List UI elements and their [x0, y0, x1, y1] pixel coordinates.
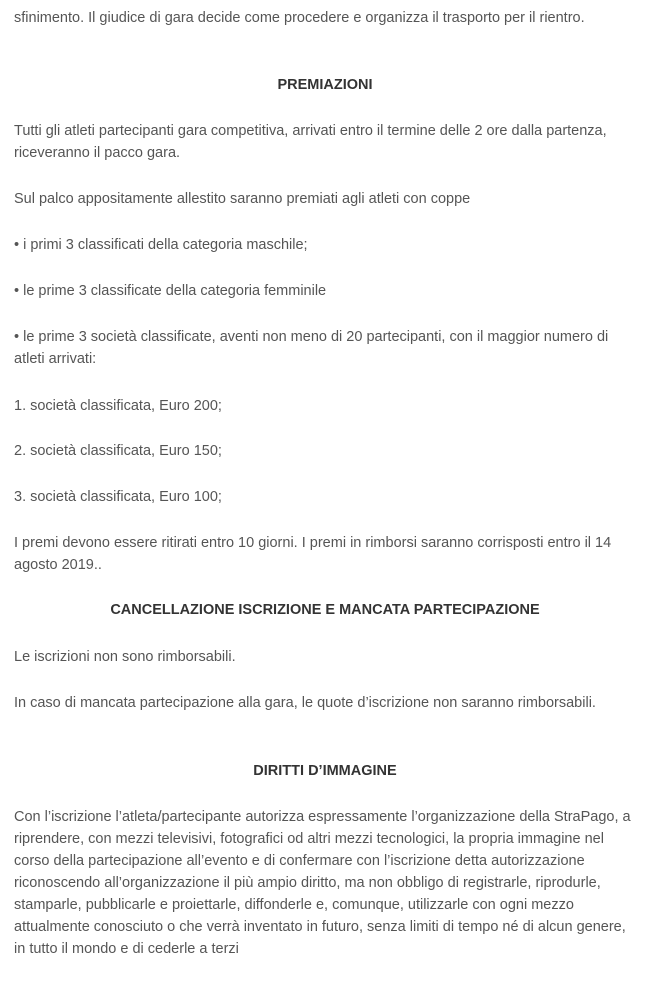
premiazioni-heading: PREMIAZIONI [277, 77, 373, 93]
intro-tail-paragraph: sfinimento. Il giudice di gara decide come procedere e organizza il trasporto per il rientro. [14, 10, 585, 26]
premiazioni-paragraph-3: I premi devono essere ritirati entro 10 giorni. I premi in rimborsi saranno corrisposti entro il 14 agosto 2019.. [14, 535, 612, 573]
diritti-paragraph-1: Con l’iscrizione l’atleta/partecipante autorizza espressamente l’organizzazione della StraPago, a riprendere, con mezzi televisivi, fotografici od altri mezzi tecnologici, la propria immagine nel corso della partecipazione all’evento e di confermare con l’iscrizione detta autorizzazione riconoscendo all’organizzazione il più ampio diritto, ma non obbligo di registrarle, riprodurle, stamparle, pubblicarle e proiettarle, diffonderle e, comunque, utilizzarle con ogni mezzo attualmente conosciuto o che verrà inventato in futuro, senza limiti di tempo né di alcun genere, in tutto il mondo e di cederle a terzi [14, 809, 631, 957]
premiazioni-bullet-3: • le prime 3 società classificate, aventi non meno di 20 partecipanti, con il maggior numero di atleti arrivati: [14, 329, 609, 367]
premiazioni-paragraph-1: Tutti gli atleti partecipanti gara competitiva, arrivati entro il termine delle 2 ore dalla partenza, riceveranno il pacco gara. [14, 123, 607, 161]
diritti-heading: DIRITTI D’IMMAGINE [253, 763, 397, 779]
premiazioni-bullet-2: • le prime 3 classificate della categoria femminile [14, 283, 327, 299]
prize-item-3: 3. società classificata, Euro 100; [14, 489, 222, 505]
premiazioni-bullet-1: • i primi 3 classificati della categoria maschile; [14, 237, 308, 253]
premiazioni-paragraph-2: Sul palco appositamente allestito saranno premiati agli atleti con coppe [14, 191, 471, 207]
cancellazione-paragraph-2: In caso di mancata partecipazione alla gara, le quote d’iscrizione non saranno rimborsabili. [14, 695, 596, 711]
cancellazione-heading: CANCELLAZIONE ISCRIZIONE E MANCATA PARTECIPAZIONE [110, 602, 540, 618]
prize-item-2: 2. società classificata, Euro 150; [14, 443, 222, 459]
prize-item-1: 1. società classificata, Euro 200; [14, 398, 222, 414]
cancellazione-paragraph-1: Le iscrizioni non sono rimborsabili. [14, 649, 236, 665]
